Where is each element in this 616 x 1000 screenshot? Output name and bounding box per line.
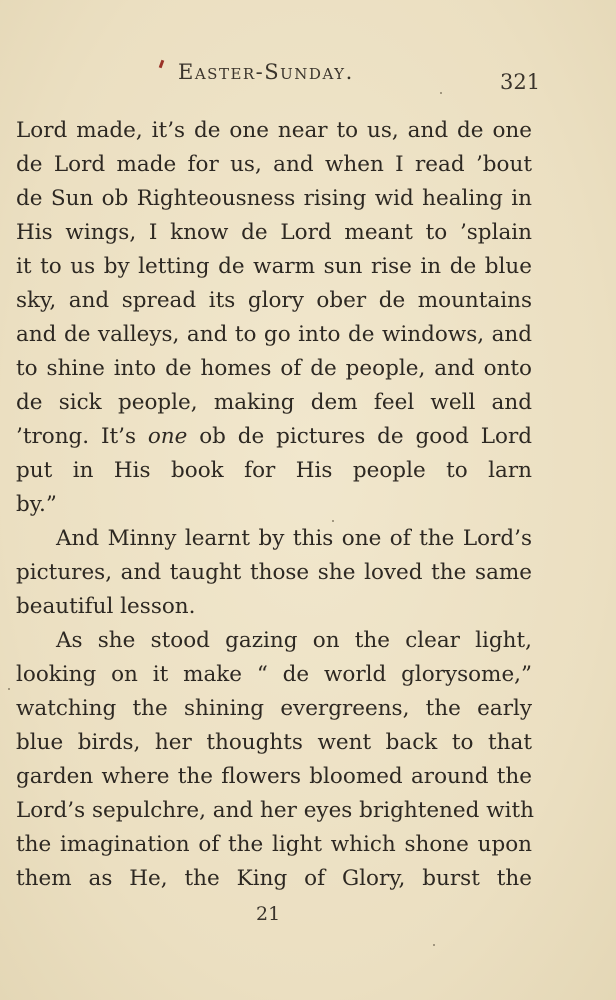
text-line: ’trong. It’s one ob de pictures de good Lord xyxy=(16,424,532,449)
text-line: de sick people, making dem feel well and xyxy=(16,390,532,415)
text-line: the imagination of the light which shone upon xyxy=(16,832,532,857)
running-title xyxy=(178,60,354,84)
text-line: de Lord made for us, and when I read ’bout xyxy=(16,152,532,177)
text-line: and de valleys, and to go into de windows, and xyxy=(16,322,532,347)
text-line: As she stood gazing on the clear light, xyxy=(56,628,532,653)
paper-speck xyxy=(332,520,334,522)
page-number: 321 xyxy=(500,70,541,94)
text-line: His wings, I know de Lord meant to ’splain xyxy=(16,220,532,245)
text-line: pictures, and taught those she loved the same xyxy=(16,560,532,585)
text-line: sky, and spread its glory ober de mountains xyxy=(16,288,532,313)
text-line: garden where the flowers bloomed around the xyxy=(16,764,532,789)
signature-mark: 21 xyxy=(256,903,281,925)
text-line: blue birds, her thoughts went back to that xyxy=(16,730,532,755)
text-line: beautiful lesson. xyxy=(16,594,196,619)
paper-speck xyxy=(440,92,442,94)
text-line: looking on it make “ de world glorysome,” xyxy=(16,662,532,687)
running-title-text: Easter-Sunday. xyxy=(178,60,354,84)
text-line: to shine into de homes of de people, and onto xyxy=(16,356,532,381)
text-line: put in His book for His people to larn xyxy=(16,458,532,483)
paper-speck xyxy=(8,688,10,690)
emphasis: one xyxy=(147,424,188,449)
ink-mark xyxy=(159,60,165,69)
text-line: Lord made, it’s de one near to us, and de one xyxy=(16,118,532,143)
text-line: by.” xyxy=(16,492,57,517)
text-line: watching the shining evergreens, the early xyxy=(16,696,532,721)
text-line: And Minny learnt by this one of the Lord’s xyxy=(56,526,532,551)
text-line: it to us by letting de warm sun rise in de blue xyxy=(16,254,532,279)
text-line: them as He, the King of Glory, burst the xyxy=(16,866,532,891)
text-line: Lord’s sepulchre, and her eyes brightened with xyxy=(16,798,534,823)
text-line: de Sun ob Righteousness rising wid healing in xyxy=(16,186,532,211)
paper-speck xyxy=(433,944,435,946)
